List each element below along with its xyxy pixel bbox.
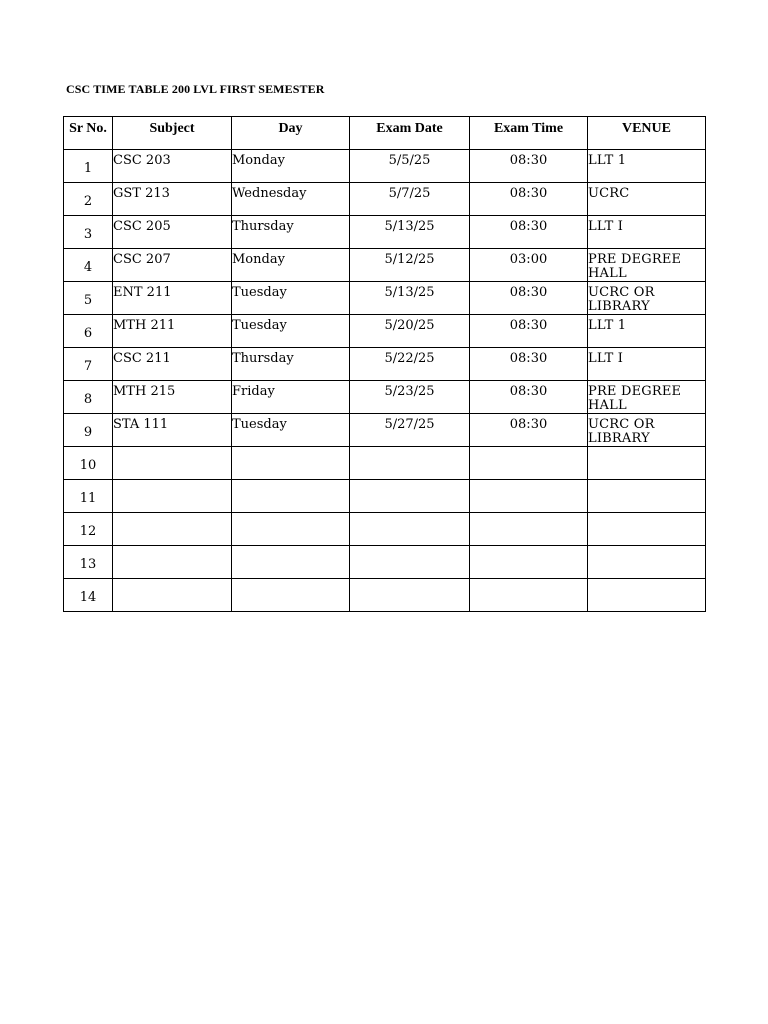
time-cell: [470, 447, 588, 480]
day-cell: Thursday: [232, 348, 350, 381]
header-row: [64, 117, 706, 150]
date-cell: 5/13/25: [350, 216, 470, 249]
date-cell: 5/13/25: [350, 282, 470, 315]
day-cell: Tuesday: [232, 315, 350, 348]
header-venue: VENUE: [588, 117, 706, 150]
sr-cell: 13: [64, 546, 113, 579]
time-cell: [470, 579, 588, 612]
time-cell: [470, 513, 588, 546]
subject-cell: CSC 203: [113, 150, 232, 183]
sr-cell: 4: [64, 249, 113, 282]
time-cell: 08:30: [470, 381, 588, 414]
time-cell: 03:00: [470, 249, 588, 282]
day-cell: Tuesday: [232, 282, 350, 315]
sr-cell: 14: [64, 579, 113, 612]
sr-cell: 11: [64, 480, 113, 513]
time-cell: 08:30: [470, 183, 588, 216]
table-row: [64, 480, 706, 513]
table-row: [64, 513, 706, 546]
document-title: CSC TIME TABLE 200 LVL FIRST SEMESTER: [66, 82, 325, 96]
venue-cell: LLT I: [588, 216, 706, 249]
sr-cell: 7: [64, 348, 113, 381]
venue-cell: [588, 579, 706, 612]
time-cell: 08:30: [470, 216, 588, 249]
exam-timetable: [63, 116, 706, 612]
header-day: Day: [232, 117, 350, 150]
date-cell: 5/23/25: [350, 381, 470, 414]
day-cell: [232, 546, 350, 579]
day-cell: Thursday: [232, 216, 350, 249]
time-cell: 08:30: [470, 282, 588, 315]
subject-cell: GST 213: [113, 183, 232, 216]
table-row: [64, 183, 706, 216]
subject-cell: STA 111: [113, 414, 232, 447]
time-cell: 08:30: [470, 150, 588, 183]
day-cell: [232, 513, 350, 546]
sr-cell: 10: [64, 447, 113, 480]
subject-cell: CSC 211: [113, 348, 232, 381]
day-cell: [232, 579, 350, 612]
sr-cell: 9: [64, 414, 113, 447]
sr-cell: 1: [64, 150, 113, 183]
venue-cell: LLT I: [588, 348, 706, 381]
sr-cell: 2: [64, 183, 113, 216]
venue-cell: [588, 447, 706, 480]
time-cell: 08:30: [470, 414, 588, 447]
table-row: [64, 381, 706, 414]
subject-cell: ENT 211: [113, 282, 232, 315]
date-cell: [350, 579, 470, 612]
date-cell: 5/5/25: [350, 150, 470, 183]
sr-cell: 3: [64, 216, 113, 249]
venue-cell: LLT 1: [588, 315, 706, 348]
time-cell: 08:30: [470, 315, 588, 348]
venue-cell: [588, 480, 706, 513]
date-cell: 5/27/25: [350, 414, 470, 447]
day-cell: Wednesday: [232, 183, 350, 216]
day-cell: Monday: [232, 249, 350, 282]
header-sr-no: Sr No.: [64, 117, 113, 150]
time-cell: [470, 546, 588, 579]
venue-cell: [588, 546, 706, 579]
table-row: [64, 216, 706, 249]
date-cell: [350, 480, 470, 513]
venue-cell: PRE DEGREE HALL: [588, 249, 706, 282]
table-row: [64, 315, 706, 348]
table-row: [64, 249, 706, 282]
header-exam-time: Exam Time: [470, 117, 588, 150]
date-cell: 5/22/25: [350, 348, 470, 381]
date-cell: [350, 513, 470, 546]
venue-cell: UCRC OR LIBRARY: [588, 414, 706, 447]
subject-cell: CSC 205: [113, 216, 232, 249]
date-cell: [350, 447, 470, 480]
subject-cell: [113, 513, 232, 546]
subject-cell: CSC 207: [113, 249, 232, 282]
venue-cell: UCRC OR LIBRARY: [588, 282, 706, 315]
subject-cell: [113, 546, 232, 579]
table-row: [64, 447, 706, 480]
subject-cell: [113, 480, 232, 513]
date-cell: [350, 546, 470, 579]
header-subject: Subject: [113, 117, 232, 150]
table-row: [64, 282, 706, 315]
sr-cell: 5: [64, 282, 113, 315]
day-cell: [232, 447, 350, 480]
table-row: [64, 414, 706, 447]
day-cell: [232, 480, 350, 513]
date-cell: 5/7/25: [350, 183, 470, 216]
day-cell: Tuesday: [232, 414, 350, 447]
date-cell: 5/20/25: [350, 315, 470, 348]
table-row: [64, 546, 706, 579]
subject-cell: MTH 215: [113, 381, 232, 414]
venue-cell: LLT 1: [588, 150, 706, 183]
venue-cell: PRE DEGREE HALL: [588, 381, 706, 414]
subject-cell: [113, 579, 232, 612]
header-exam-date: Exam Date: [350, 117, 470, 150]
table-row: [64, 348, 706, 381]
table-row: [64, 579, 706, 612]
venue-cell: UCRC: [588, 183, 706, 216]
subject-cell: [113, 447, 232, 480]
sr-cell: 6: [64, 315, 113, 348]
subject-cell: MTH 211: [113, 315, 232, 348]
time-cell: 08:30: [470, 348, 588, 381]
date-cell: 5/12/25: [350, 249, 470, 282]
sr-cell: 8: [64, 381, 113, 414]
table-row: [64, 150, 706, 183]
venue-cell: [588, 513, 706, 546]
day-cell: Friday: [232, 381, 350, 414]
time-cell: [470, 480, 588, 513]
sr-cell: 12: [64, 513, 113, 546]
day-cell: Monday: [232, 150, 350, 183]
